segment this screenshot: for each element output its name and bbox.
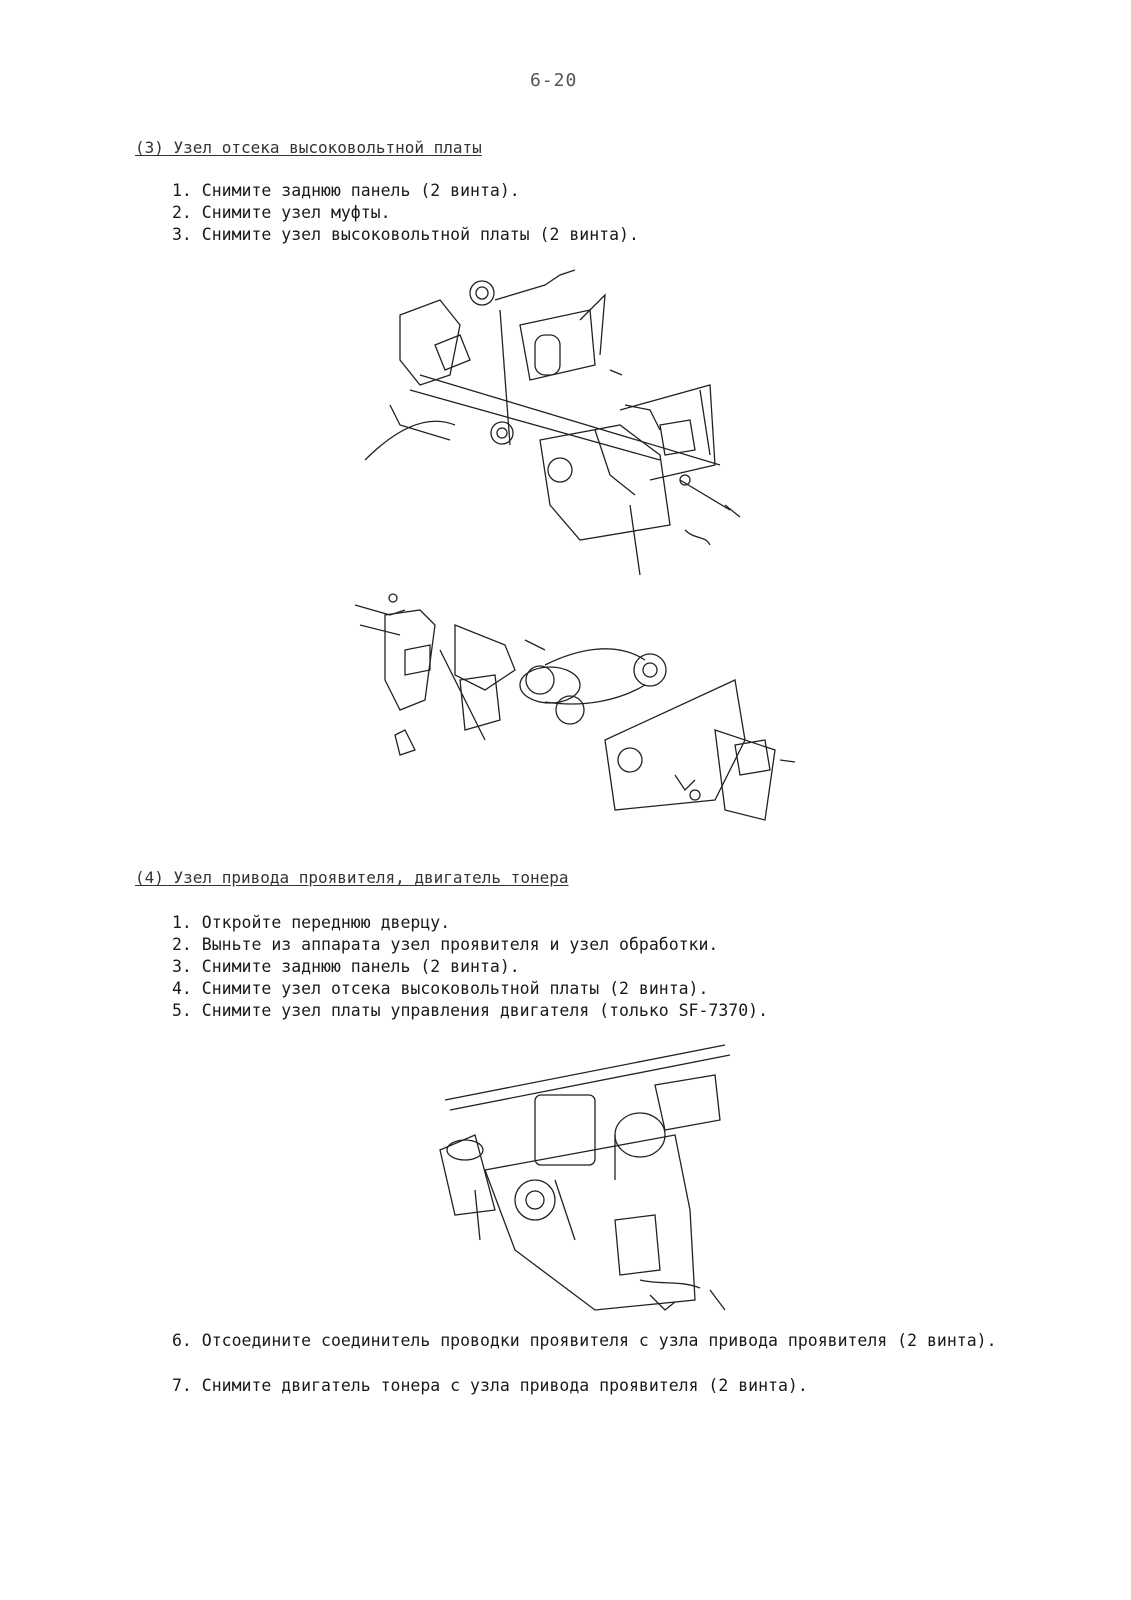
section-4-step-4: 4. Снимите узел отсека высоковольтной платы (2 винта). — [172, 979, 709, 998]
figure-drive-assembly-exploded — [345, 590, 805, 840]
figure-developer-drive-unit — [425, 1040, 755, 1320]
section-3-step-3: 3. Снимите узел высоковольтной платы (2 винта). — [172, 225, 639, 244]
section-4-step-3: 3. Снимите заднюю панель (2 винта). — [172, 957, 520, 976]
section-4-step-5: 5. Снимите узел платы управления двигателя (только SF-7370). — [172, 1001, 769, 1020]
figure-hv-compartment-installed — [360, 265, 780, 585]
section-3-step-1: 1. Снимите заднюю панель (2 винта). — [172, 181, 520, 200]
section-4-step-1: 1. Откройте переднюю дверцу. — [172, 913, 451, 932]
section-4-step-2: 2. Выньте из аппарата узел проявителя и узел обработки. — [172, 935, 719, 954]
section-3-steps — [172, 180, 639, 246]
section-3-step-2: 2. Снимите узел муфты. — [172, 203, 391, 222]
section-4-step-6: 6. Отсоедините соединитель проводки проявителя с узла привода проявителя (2 винта). — [172, 1331, 997, 1350]
page-number: 6-20 — [530, 70, 578, 91]
section-4-steps — [172, 912, 768, 1022]
section-4-heading: (4) Узел привода проявителя, двигатель тонера — [135, 868, 569, 887]
section-4-step-7: 7. Снимите двигатель тонера с узла привода проявителя (2 винта). — [172, 1376, 808, 1395]
section-3-heading: (3) Узел отсека высоковольтной платы — [135, 138, 482, 157]
